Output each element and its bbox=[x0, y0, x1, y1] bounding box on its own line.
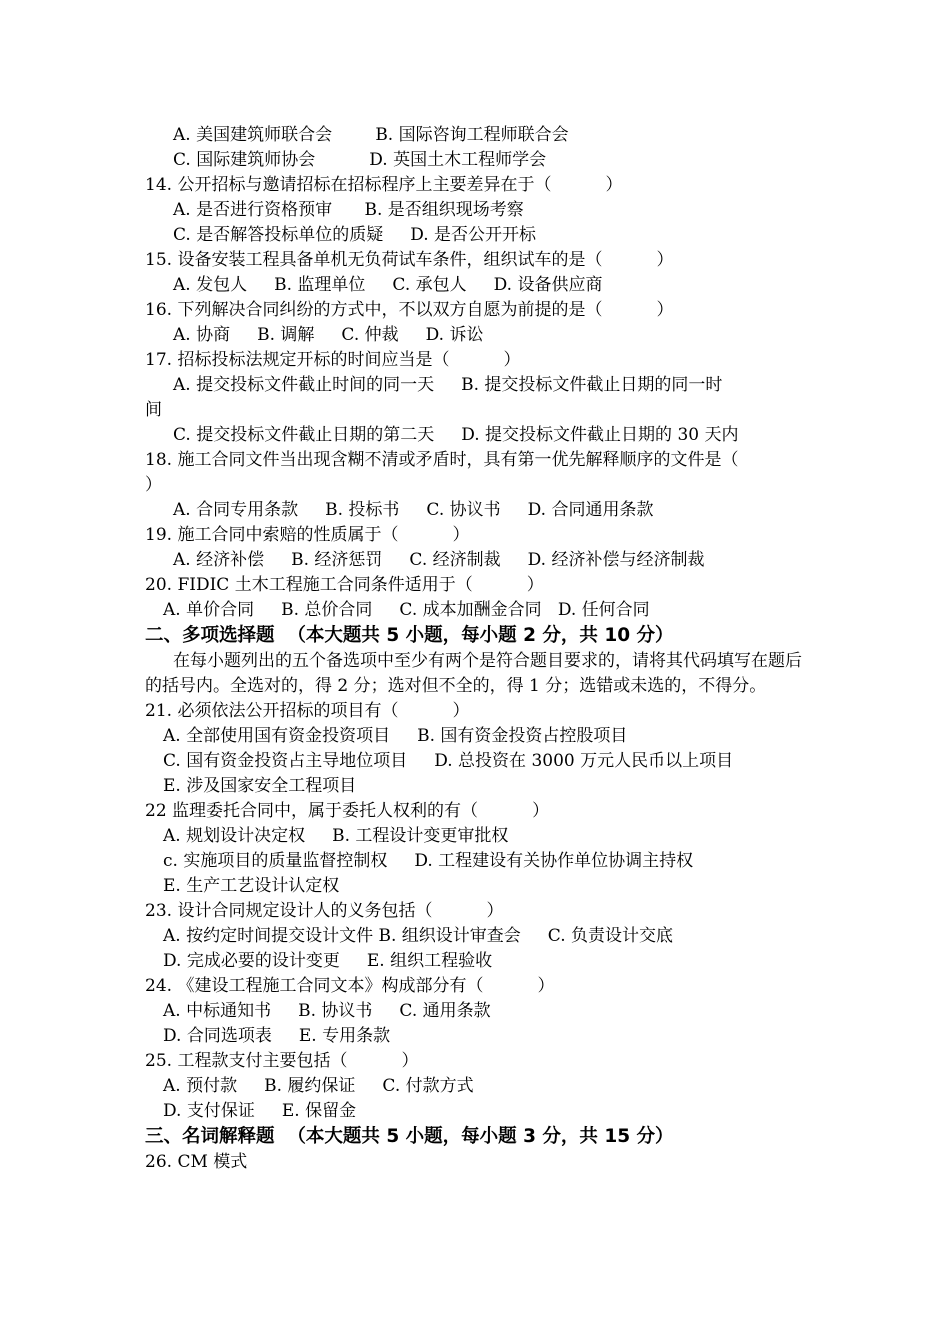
q23-options-de: D. 完成必要的设计变更 E. 组织工程验收 bbox=[163, 951, 493, 971]
q17-question: 17. 招标投标法规定开标的时间应当是（ ） bbox=[145, 350, 521, 370]
q17-options-ab: A. 提交投标文件截止时间的同一天 B. 提交投标文件截止日期的同一时 bbox=[173, 375, 723, 395]
q13-options-cd: C. 国际建筑师协会 D. 英国土木工程师学会 bbox=[173, 150, 547, 170]
q18-question-wrap: ） bbox=[145, 475, 162, 495]
q21-option-e: E. 涉及国家安全工程项目 bbox=[163, 776, 357, 796]
q15-question: 15. 设备安装工程具备单机无负荷试车条件，组织试车的是（ ） bbox=[145, 250, 674, 270]
q21-options-ab: A. 全部使用国有资金投资项目 B. 国有资金投资占控股项目 bbox=[163, 726, 628, 746]
q25-options-de: D. 支付保证 E. 保留金 bbox=[163, 1101, 357, 1121]
q24-question: 24. 《建设工程施工合同文本》构成部分有（ ） bbox=[145, 976, 555, 996]
q23-options-abc: A. 按约定时间提交设计文件 B. 组织设计审查会 C. 负责设计交底 bbox=[163, 926, 674, 946]
q18-options: A. 合同专用条款 B. 投标书 C. 协议书 D. 合同通用条款 bbox=[173, 500, 654, 520]
q15-options: A. 发包人 B. 监理单位 C. 承包人 D. 设备供应商 bbox=[173, 275, 603, 295]
q14-question: 14. 公开招标与邀请招标在招标程序上主要差异在于（ ） bbox=[145, 175, 623, 195]
q18-question: 18. 施工合同文件当出现含糊不清或矛盾时，具有第一优先解释顺序的文件是（ bbox=[145, 450, 739, 470]
q22-options-ab: A. 规划设计决定权 B. 工程设计变更审批权 bbox=[163, 826, 509, 846]
q23-question: 23. 设计合同规定设计人的义务包括（ ） bbox=[145, 901, 504, 921]
q26-question: 26. CM 模式 bbox=[145, 1152, 248, 1172]
q20-question: 20. FIDIC 土木工程施工合同条件适用于（ ） bbox=[145, 575, 544, 595]
exam-content bbox=[145, 123, 815, 1175]
q21-options-cd: C. 国有资金投资占主导地位项目 D. 总投资在 3000 万元人民币以上项目 bbox=[163, 751, 734, 771]
q13-options-ab: A. 美国建筑师联合会 B. 国际咨询工程师联合会 bbox=[173, 125, 569, 145]
q20-options: A. 单价合同 B. 总价合同 C. 成本加酬金合同 D. 任何合同 bbox=[163, 600, 650, 620]
q14-options-ab: A. 是否进行资格预审 B. 是否组织现场考察 bbox=[173, 200, 524, 220]
q17-options-ab-wrap: 间 bbox=[145, 400, 162, 420]
q19-question: 19. 施工合同中索赔的性质属于（ ） bbox=[145, 525, 470, 545]
q25-question: 25. 工程款支付主要包括（ ） bbox=[145, 1051, 419, 1071]
section-2-heading: 二、多项选择题 （本大题共 5 小题，每小题 2 分，共 10 分） bbox=[145, 625, 674, 646]
q22-question: 22 监理委托合同中，属于委托人权利的有（ ） bbox=[145, 801, 550, 821]
q22-option-e: E. 生产工艺设计认定权 bbox=[163, 876, 340, 896]
q16-options: A. 协商 B. 调解 C. 仲裁 D. 诉讼 bbox=[173, 325, 484, 345]
q19-options: A. 经济补偿 B. 经济惩罚 C. 经济制裁 D. 经济补偿与经济制裁 bbox=[173, 550, 705, 570]
q16-question: 16. 下列解决合同纠纷的方式中，不以双方自愿为前提的是（ ） bbox=[145, 300, 674, 320]
q25-options-abc: A. 预付款 B. 履约保证 C. 付款方式 bbox=[163, 1076, 474, 1096]
section-3-heading: 三、名词解释题 （本大题共 5 小题，每小题 3 分，共 15 分） bbox=[145, 1126, 674, 1147]
q14-options-cd: C. 是否解答投标单位的质疑 D. 是否公开开标 bbox=[173, 225, 537, 245]
q17-options-cd: C. 提交投标文件截止日期的第二天 D. 提交投标文件截止日期的 30 天内 bbox=[173, 425, 739, 445]
q21-question: 21. 必须依法公开招标的项目有（ ） bbox=[145, 701, 470, 721]
section-2-instructions: 在每小题列出的五个备选项中至少有两个是符合题目要求的，请将其代码填写在题后的括号内。全选对的，得 2 分；选对但不全的，得 1 分；选错或未选的，不得分。 bbox=[145, 651, 802, 696]
q24-options-de: D. 合同选项表 E. 专用条款 bbox=[163, 1026, 391, 1046]
q22-options-cd: c. 实施项目的质量监督控制权 D. 工程建设有关协作单位协调主持权 bbox=[163, 851, 694, 871]
q24-options-abc: A. 中标通知书 B. 协议书 C. 通用条款 bbox=[163, 1001, 491, 1021]
